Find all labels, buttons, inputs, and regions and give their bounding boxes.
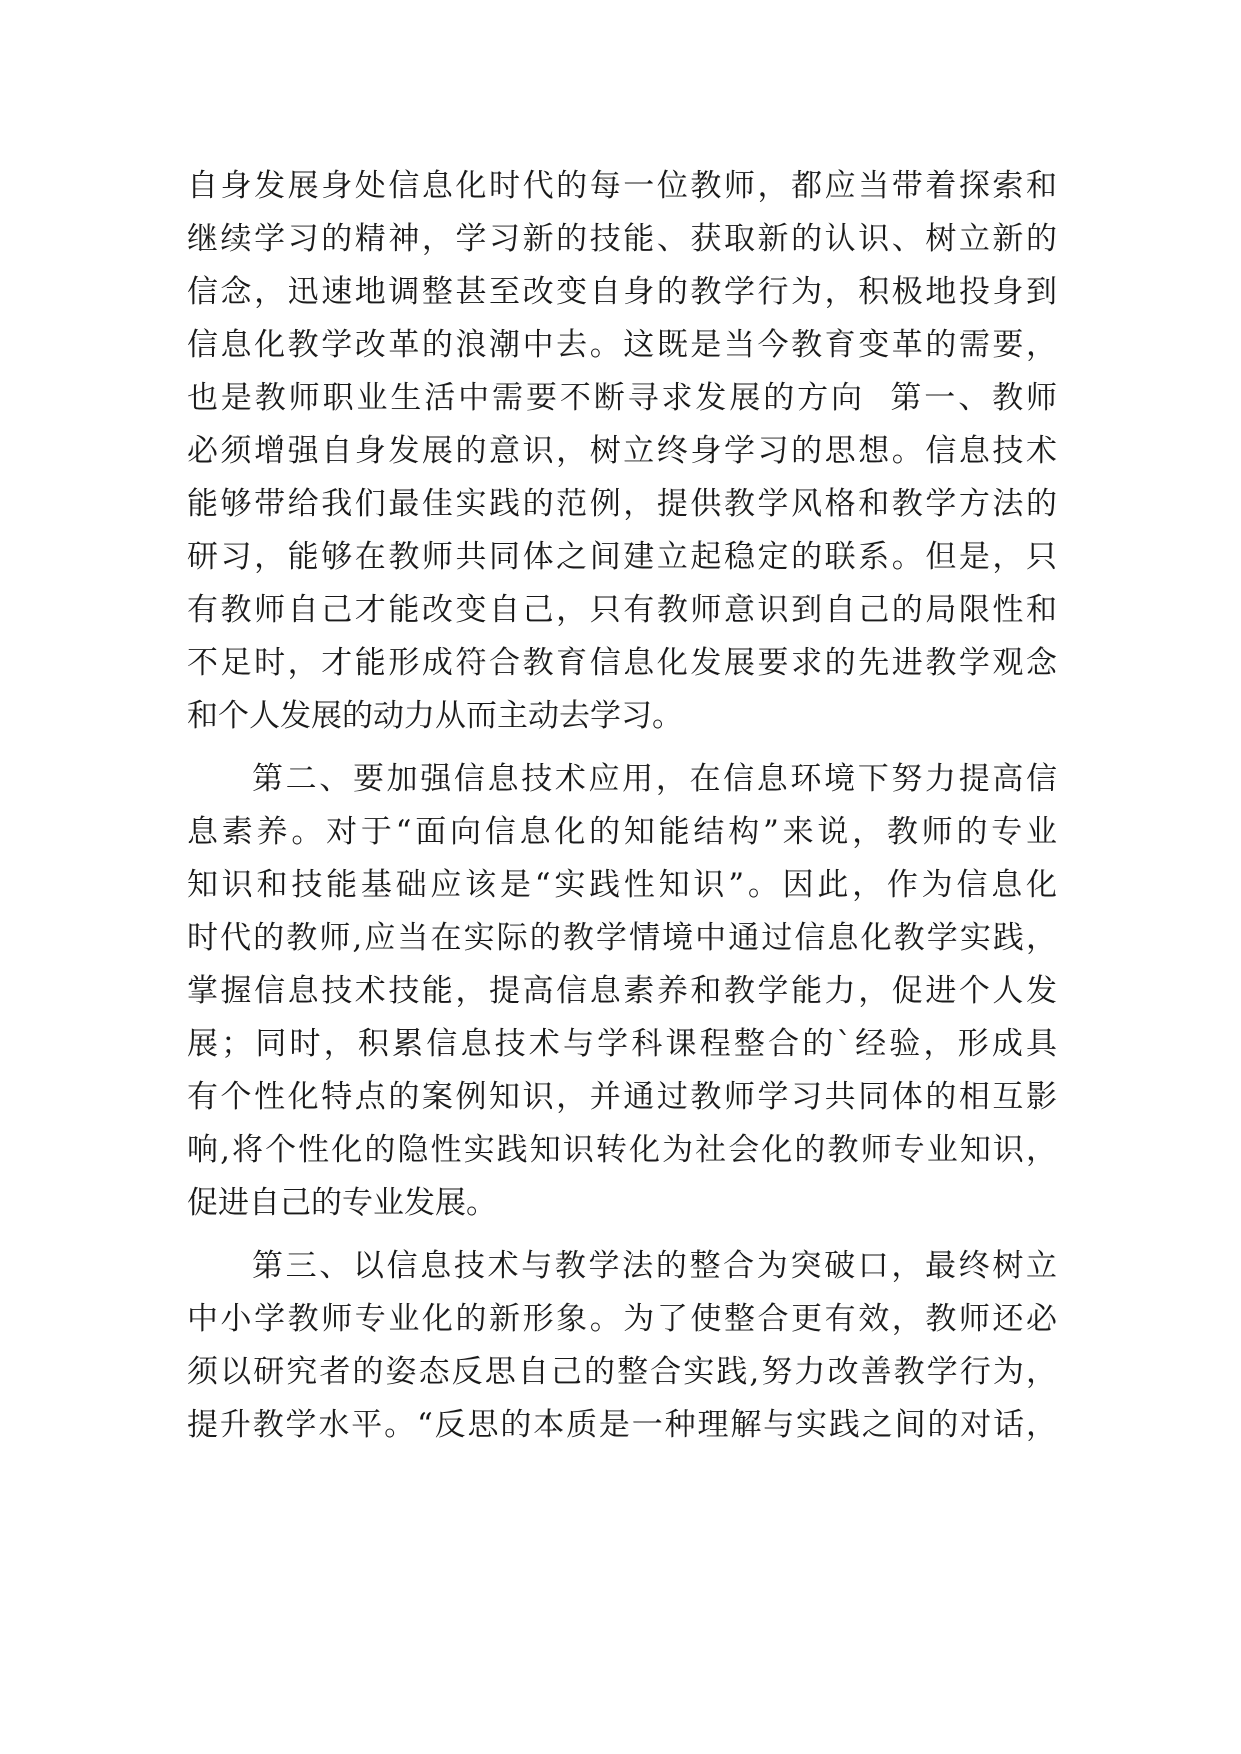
text-line: 也是教师职业生活中需要不断寻求发展的方向 第一、教师 (187, 380, 1057, 416)
text-line: 提升教学水平。“反思的本质是一种理解与实践之间的对话， (187, 1407, 1057, 1443)
text-line: 能够带给我们最佳实践的范例，提供教学风格和教学方法的 (187, 486, 1057, 522)
paragraph-gap (187, 1230, 1057, 1240)
text-line: 响,将个性化的隐性实践知识转化为社会化的教师专业知识， (187, 1132, 1057, 1168)
paragraph (187, 753, 1057, 1230)
text-line: 继续学习的精神，学习新的技能、获取新的认识、树立新的 (187, 221, 1057, 257)
text-line: 促进自己的专业发展。 (187, 1185, 497, 1221)
text-line: 必须增强自身发展的意识，树立终身学习的思想。信息技术 (187, 433, 1057, 469)
text-line: 信念，迅速地调整甚至改变自身的教学行为，积极地投身到 (187, 274, 1057, 310)
paragraph-gap (187, 743, 1057, 753)
text-line: 有教师自己才能改变自己，只有教师意识到自己的局限性和 (187, 592, 1057, 628)
paragraph (187, 1240, 1057, 1452)
text-line: 息素养。对于“面向信息化的知能结构”来说，教师的专业 (187, 814, 1057, 850)
paragraph (187, 160, 1057, 743)
text-line: 知识和技能基础应该是“实践性知识”。因此，作为信息化 (187, 867, 1057, 903)
text-line: 掌握信息技术技能，提高信息素养和教学能力，促进个人发 (187, 973, 1057, 1009)
text-line: 展；同时，积累信息技术与学科课程整合的`经验，形成具 (187, 1026, 1057, 1062)
text-line: 须以研究者的姿态反思自己的整合实践,努力改善教学行为， (187, 1354, 1057, 1390)
text-line: 第二、要加强信息技术应用，在信息环境下努力提高信 (252, 761, 1057, 797)
text-line: 有个性化特点的案例知识，并通过教师学习共同体的相互影 (187, 1079, 1057, 1115)
text-line: 中小学教师专业化的新形象。为了使整合更有效，教师还必 (187, 1301, 1057, 1337)
text-line: 不足时，才能形成符合教育信息化发展要求的先进教学观念 (187, 645, 1057, 681)
text-line: 研习，能够在教师共同体之间建立起稳定的联系。但是，只 (187, 539, 1057, 575)
text-line: 时代的教师,应当在实际的教学情境中通过信息化教学实践， (187, 920, 1057, 956)
text-line: 和个人发展的动力从而主动去学习。 (187, 698, 683, 734)
text-line: 自身发展身处信息化时代的每一位教师，都应当带着探索和 (187, 168, 1057, 204)
text-line: 信息化教学改革的浪潮中去。这既是当今教育变革的需要， (187, 327, 1057, 363)
text-line: 第三、以信息技术与教学法的整合为突破口，最终树立 (252, 1248, 1057, 1284)
body-text (187, 160, 1057, 1452)
